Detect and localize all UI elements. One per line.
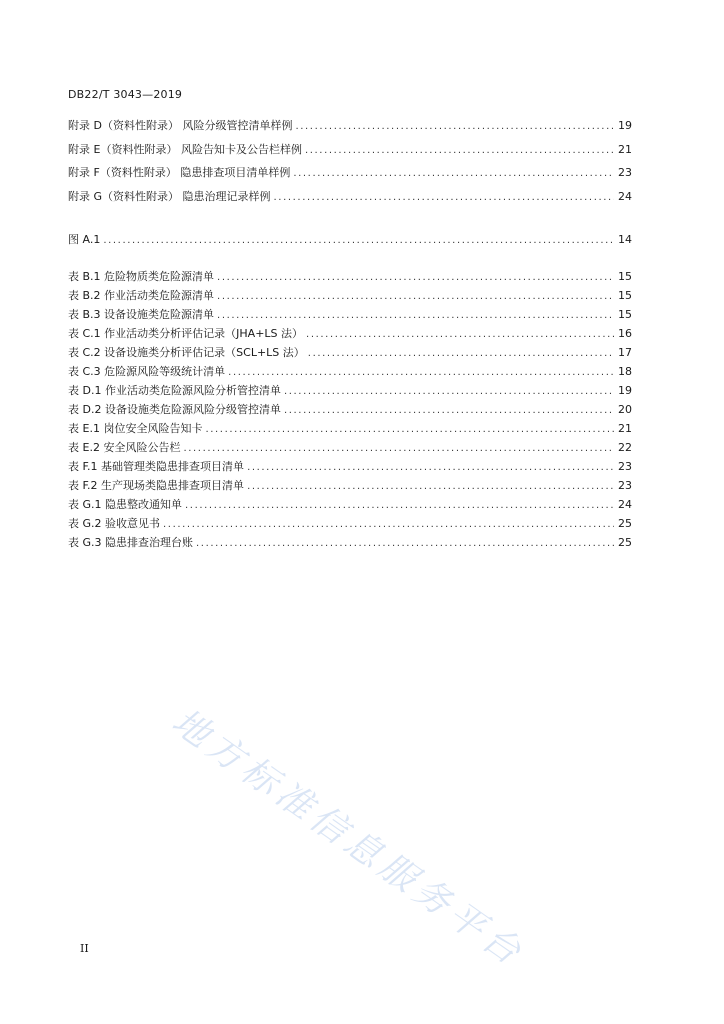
toc-entry-page: 14 (618, 233, 632, 246)
toc-entry-page: 21 (618, 422, 632, 435)
toc-row[interactable] (68, 458, 632, 477)
toc-entry-page: 24 (618, 189, 632, 203)
toc-entry-page: 25 (618, 536, 632, 549)
toc-row[interactable] (68, 496, 632, 515)
toc-entry-title: 附录 E（资料性附录） 风险告知卡及公告栏样例 (68, 142, 302, 156)
toc-entry-page: 16 (618, 327, 632, 340)
toc-leader-dots (163, 519, 614, 530)
standard-code: DB22/T 3043—2019 (68, 88, 183, 101)
toc-entry-title: 图 A.1 (68, 233, 101, 246)
toc-entry-title: 表 B.1 危险物质类危险源清单 (68, 270, 215, 283)
toc-entry-title: 表 G.1 隐患整改通知单 (68, 498, 183, 511)
toc-figure-list (68, 231, 632, 250)
toc-row[interactable] (68, 188, 632, 212)
toc-entry-page: 21 (618, 142, 632, 156)
watermark: 地方标准信息服务平台 (164, 701, 533, 976)
toc-entry-title: 表 G.3 隐患排查治理台账 (68, 536, 194, 549)
toc-leader-dots (217, 310, 614, 321)
toc-leader-dots (217, 291, 614, 302)
toc-leader-dots (274, 192, 614, 203)
toc-leader-dots (306, 329, 614, 340)
toc-entry-title: 表 F.2 生产现场类隐患排查项目清单 (68, 479, 245, 492)
toc-entry-title: 附录 F（资料性附录） 隐患排查项目清单样例 (68, 166, 291, 179)
toc-entry-page: 23 (618, 166, 632, 179)
toc-leader-dots (185, 500, 614, 511)
toc-row[interactable] (68, 141, 632, 165)
toc-entry-title: 表 G.2 验收意见书 (68, 517, 161, 530)
toc-entry-page: 22 (618, 441, 632, 454)
toc-row[interactable] (68, 344, 632, 363)
toc-entry-title: 表 D.1 作业活动类危险源风险分析管控清单 (68, 384, 281, 397)
toc-entry-title: 表 C.2 设备设施类分析评估记录（SCL+LS 法） (68, 346, 305, 359)
toc-row[interactable] (68, 515, 632, 534)
toc-entry-page: 24 (618, 498, 632, 511)
toc-leader-dots (284, 405, 614, 416)
toc-leader-dots (205, 424, 614, 435)
toc-row[interactable] (68, 325, 632, 344)
toc-entry-title: 表 B.3 设备设施类危险源清单 (68, 308, 215, 321)
toc-entry-page: 15 (618, 270, 632, 283)
toc-row[interactable] (68, 439, 632, 458)
toc-entry-title: 表 C.3 危险源风险等级统计清单 (68, 365, 226, 378)
toc-leader-dots (247, 481, 614, 492)
toc-row[interactable] (68, 164, 632, 188)
toc-row[interactable] (68, 534, 632, 553)
toc-leader-dots (217, 272, 614, 283)
toc-leader-dots (196, 538, 614, 549)
toc-leader-dots (103, 235, 614, 246)
toc-leader-dots (228, 367, 614, 378)
toc-entry-page: 18 (618, 365, 632, 378)
toc-row[interactable] (68, 401, 632, 420)
toc-entry-title: 附录 D（资料性附录） 风险分级管控清单样例 (68, 119, 293, 132)
toc-table-list (68, 268, 632, 553)
toc-row[interactable] (68, 117, 632, 141)
toc-entry-page: 23 (618, 460, 632, 473)
toc-entry-page: 25 (618, 517, 632, 530)
toc-entry-page: 17 (618, 346, 632, 359)
toc-row[interactable] (68, 363, 632, 382)
toc-leader-dots (308, 348, 614, 359)
toc-row[interactable] (68, 287, 632, 306)
toc-entry-title: 附录 G（资料性附录） 隐患治理记录样例 (68, 189, 271, 203)
toc-entry-page: 15 (618, 289, 632, 302)
toc-entry-title: 表 E.2 安全风险公告栏 (68, 441, 181, 454)
toc-row[interactable] (68, 382, 632, 401)
toc-leader-dots (295, 121, 614, 132)
toc-row[interactable] (68, 420, 632, 439)
toc-leader-dots (183, 443, 614, 454)
toc-entry-title: 表 C.1 作业活动类分析评估记录（JHA+LS 法） (68, 327, 304, 340)
toc-entry-title: 表 D.2 设备设施类危险源风险分级管控清单 (68, 403, 281, 416)
toc-entry-title: 表 E.1 岗位安全风险告知卡 (68, 422, 203, 435)
toc-leader-dots (305, 145, 614, 156)
toc-entry-page: 15 (618, 308, 632, 321)
toc-appendix-list (68, 117, 632, 211)
toc-row[interactable] (68, 231, 632, 250)
page-number: II (80, 942, 89, 955)
toc-leader-dots (284, 386, 614, 397)
toc-entry-page: 20 (618, 403, 632, 416)
toc-entry-title: 表 F.1 基础管理类隐患排查项目清单 (68, 460, 245, 473)
toc-row[interactable] (68, 477, 632, 496)
toc-entry-page: 19 (618, 384, 632, 397)
toc-leader-dots (293, 168, 614, 179)
toc-row[interactable] (68, 306, 632, 325)
toc-entry-title: 表 B.2 作业活动类危险源清单 (68, 289, 215, 302)
toc-leader-dots (247, 462, 614, 473)
toc-entry-page: 23 (618, 479, 632, 492)
toc-row[interactable] (68, 268, 632, 287)
toc-entry-page: 19 (618, 119, 632, 132)
